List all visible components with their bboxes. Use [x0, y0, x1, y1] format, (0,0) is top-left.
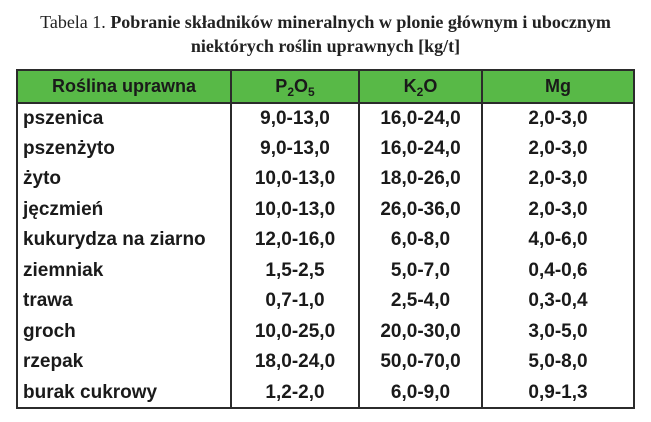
- header-p2o5-o: O: [294, 76, 309, 96]
- cell-k2o: 18,0-26,0: [359, 164, 482, 195]
- table-row: [18, 256, 633, 287]
- data-table: [18, 71, 633, 408]
- cell-p2o5: 9,0-13,0: [231, 134, 359, 165]
- cell-mg: 2,0-3,0: [482, 195, 633, 226]
- caption-title-line-2: niektórych roślin uprawnych [kg/t]: [190, 36, 461, 56]
- table-row: [18, 317, 633, 348]
- table-caption: [0, 10, 651, 58]
- caption-label: Tabela 1.: [40, 12, 106, 32]
- header-p2o5-sub-5: 5: [308, 85, 315, 99]
- cell-p2o5: 1,2-2,0: [231, 378, 359, 409]
- cell-plant: pszenżyto: [23, 137, 115, 159]
- cell-p2o5: 1,5-2,5: [231, 256, 359, 287]
- cell-mg: 2,0-3,0: [482, 103, 633, 134]
- header-k2o-o: O: [423, 76, 438, 96]
- cell-k2o: 20,0-30,0: [359, 317, 482, 348]
- cell-k2o: 50,0-70,0: [359, 347, 482, 378]
- header-row: [18, 71, 633, 103]
- cell-mg: 3,0-5,0: [482, 317, 633, 348]
- cell-k2o: 16,0-24,0: [359, 134, 482, 165]
- cell-p2o5: 12,0-16,0: [231, 225, 359, 256]
- cell-plant: kukurydza na ziarno: [23, 229, 206, 251]
- cell-mg: 5,0-8,0: [482, 347, 633, 378]
- cell-p2o5: 10,0-25,0: [231, 317, 359, 348]
- table-row: [18, 103, 633, 134]
- cell-mg: 0,9-1,3: [482, 378, 633, 409]
- table-row: [18, 164, 633, 195]
- table-row: [18, 286, 633, 317]
- table-row: [18, 195, 633, 226]
- header-k2o-sub-2: 2: [416, 85, 424, 99]
- table-row: [18, 134, 633, 165]
- header-plant: Roślina uprawna: [18, 71, 231, 103]
- table-header: [18, 71, 633, 103]
- cell-mg: 0,3-0,4: [482, 286, 633, 317]
- cell-plant: burak cukrowy: [23, 381, 158, 403]
- header-p2o5-p: P: [275, 76, 288, 96]
- header-mg: Mg: [482, 71, 633, 103]
- header-p2o5: [231, 71, 359, 103]
- table-body: [18, 103, 633, 408]
- cell-plant: żyto: [23, 168, 61, 190]
- cell-mg: 0,4-0,6: [482, 256, 633, 287]
- cell-k2o: 6,0-9,0: [359, 378, 482, 409]
- cell-k2o: 26,0-36,0: [359, 195, 482, 226]
- caption-line-1: [0, 10, 651, 34]
- cell-plant: trawa: [23, 290, 73, 312]
- header-k2o: [359, 71, 482, 103]
- cell-plant: pszenica: [23, 107, 104, 129]
- cell-p2o5: 18,0-24,0: [231, 347, 359, 378]
- cell-mg: 2,0-3,0: [482, 164, 633, 195]
- table-row: [18, 225, 633, 256]
- cell-mg: 4,0-6,0: [482, 225, 633, 256]
- cell-p2o5: 9,0-13,0: [231, 103, 359, 134]
- cell-p2o5: 0,7-1,0: [231, 286, 359, 317]
- cell-p2o5: 10,0-13,0: [231, 164, 359, 195]
- cell-plant: jęczmień: [23, 198, 104, 220]
- cell-k2o: 2,5-4,0: [359, 286, 482, 317]
- table-row: [18, 347, 633, 378]
- cell-k2o: 5,0-7,0: [359, 256, 482, 287]
- cell-p2o5: 10,0-13,0: [231, 195, 359, 226]
- cell-k2o: 6,0-8,0: [359, 225, 482, 256]
- cell-plant: ziemniak: [23, 259, 104, 281]
- header-k2o-k: K: [403, 76, 417, 96]
- mineral-uptake-table: [16, 69, 635, 409]
- cell-mg: 2,0-3,0: [482, 134, 633, 165]
- table-row: [18, 378, 633, 409]
- cell-k2o: 16,0-24,0: [359, 103, 482, 134]
- caption-title-line-1: Pobranie składników mineralnych w plonie głównym i ubocznym: [110, 12, 611, 32]
- cell-plant: rzepak: [23, 351, 84, 373]
- cell-plant: groch: [23, 320, 76, 342]
- header-p2o5-sub-2: 2: [287, 85, 294, 99]
